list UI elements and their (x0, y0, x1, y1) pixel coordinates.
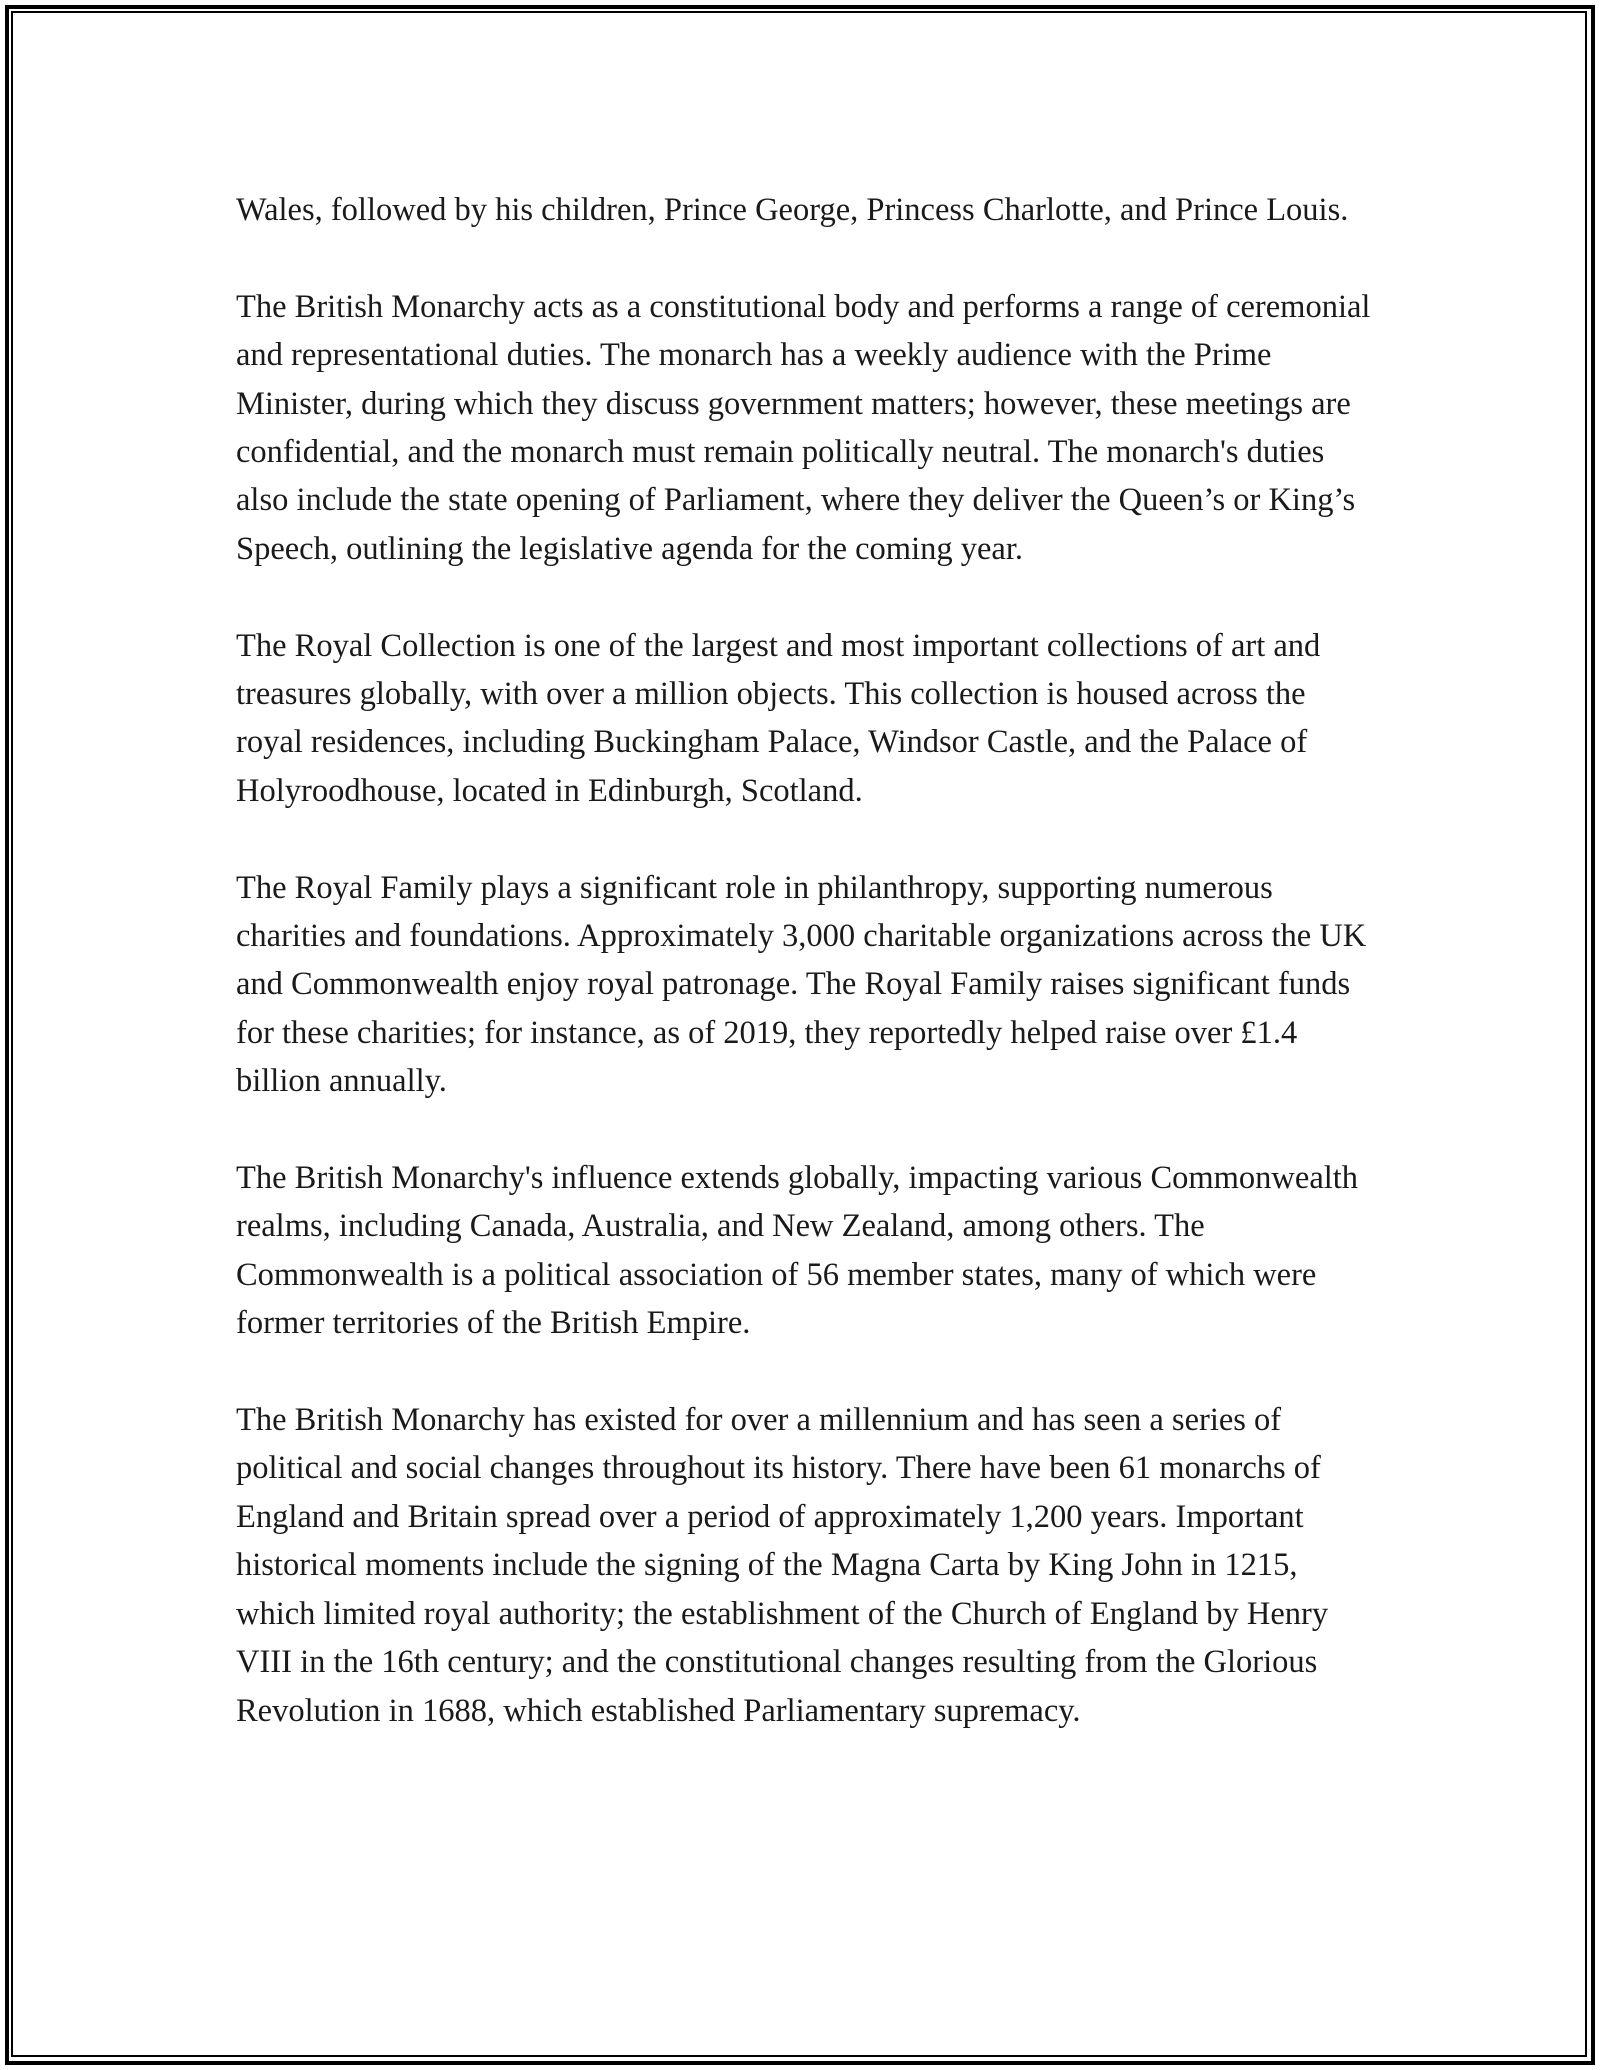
document-body (236, 186, 1376, 1783)
paragraph-history: The British Monarchy has existed for over a millennium and has seen a series of political and social changes throughout its history. There have been 61 monarchs of England and Britain spread over a period of approximately 1,200 years. Important historical moments include the signing of the Magna Carta by King John in 1215, which limited royal authority; the establishment of the Church of England by Henry VIII in the 16th century; and the constitutional changes resulting from the Glorious Revolution in 1688, which established Parliamentary supremacy. (236, 1402, 1329, 1729)
paragraph-philanthropy: The Royal Family plays a significant role in philanthropy, supporting numerous charities and foundations. Approximately 3,000 charitable organizations across the UK and Commonwealth enjoy royal patronage. The Royal Family raises significant funds for these charities; for instance, as of 2019, they reportedly helped raise over £1.4 billion annually. (236, 869, 1367, 1100)
paragraph-commonwealth: The British Monarchy's influence extends globally, impacting various Commonwealth realms, including Canada, Australia, and New Zealand, among others. The Commonwealth is a political association of 56 member states, many of which were former territories of the British Empire. (236, 1160, 1359, 1342)
paragraph-royal-collection: The Royal Collection is one of the largest and most important collections of art and treasures globally, with over a million objects. This collection is housed across the royal residences, including Buckingham Palace, Windsor Castle, and the Palace of Holyroodhouse, located in Edinburgh, Scotland. (236, 627, 1321, 809)
paragraph-constitutional-role: The British Monarchy acts as a constitutional body and performs a range of ceremonial and representational duties. The monarch has a weekly audience with the Prime Minister, during which they discuss government matters; however, these meetings are confidential, and the monarch must remain politically neutral. The monarch's duties also include the state opening of Parliament, where they deliver the Queen’s or King’s Speech, outlining the legislative agenda for the coming year. (236, 288, 1371, 567)
paragraph-succession: Wales, followed by his children, Prince George, Princess Charlotte, and Prince Louis. (236, 192, 1349, 228)
